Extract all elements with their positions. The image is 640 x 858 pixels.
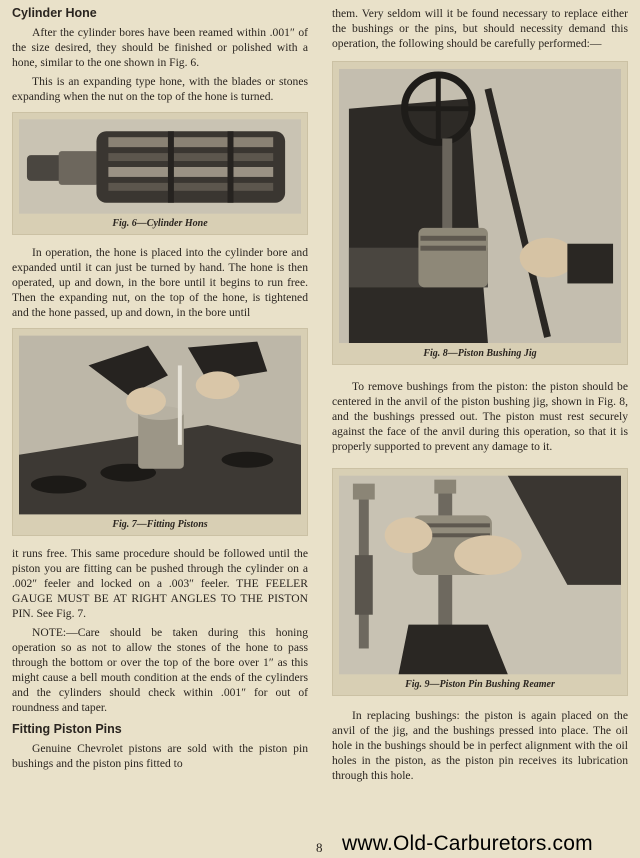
paragraph: After the cylinder bores have been reamed within .001″ of the size desired, they should be finished or polished with a hone, similar to the one shown in Fig. 6.: [12, 26, 308, 69]
cylinder-hone-photo: [19, 119, 301, 214]
figure-6: [12, 112, 308, 235]
paragraph: To remove bushings from the piston: the piston should be centered in the anvil of the piston bushing jig, shown in Fig. 8, and the bushings pressed out. The piston must rest securely against the face of the anvil during this operation, so that it is properly supported to prevent any damage to it.: [332, 380, 628, 453]
figure-caption: Fig. 9—Piston Pin Bushing Reamer: [405, 679, 555, 690]
figure-caption: Fig. 7—Fitting Pistons: [112, 519, 208, 530]
left-column: [12, 6, 308, 775]
figure-8: [332, 61, 628, 365]
figure-7: [12, 328, 308, 536]
figure-9: [332, 468, 628, 696]
paragraph: In replacing bushings: the piston is again placed on the anvil of the jig, and the bushings pressed into place. The oil hole in the bushings should be in perfect alignment with the oil holes in the piston, as the piston pin receives its lubrication through this hole.: [332, 709, 628, 782]
piston-bushing-jig-photo: [339, 68, 621, 344]
figure-caption: Fig. 8—Piston Bushing Jig: [423, 348, 537, 359]
figure-caption: Fig. 6—Cylinder Hone: [112, 218, 208, 229]
page-number: 8: [316, 840, 323, 855]
right-column: [332, 6, 628, 787]
paragraph: it runs free. This same procedure should be followed until the piston you are fitting can be pushed through the cylinder on a .002″ feeler and locked on a .003″ feeler. THE FEELER GAUGE MUST BE AT RIGHT ANGLES TO THE PISTON PIN. See Fig. 7.: [12, 547, 308, 620]
piston-pin-bushing-reamer-photo: [339, 475, 621, 675]
paragraph: Genuine Chevrolet pistons are sold with the piston pin bushings and the piston pins fitted to: [12, 742, 308, 770]
section-heading-fitting-piston-pins: Fitting Piston Pins: [12, 722, 122, 736]
paragraph: In operation, the hone is placed into the cylinder bore and expanded until it can just be turned by hand. The hone is then operated, up and down, in the bore until it begins to run free. Then the expanding nut, on the top of the hone, is tightened and the hone passed, up and down, in the bore until: [12, 246, 308, 319]
website-watermark: www.Old-Carburetors.com: [342, 832, 593, 855]
paragraph: them. Very seldom will it be found necessary to replace either the bushings or the pins, but should necessity demand this operation, the following should be carefully performed:—: [332, 7, 628, 50]
paragraph: NOTE:—Care should be taken during this honing operation so as not to allow the stones of the hone to pass through the bottom or over the top of the bore over 1″ as this might cause a bell mouth condition at the ends of the cylinders and the cylinders should check within .001″ for out of roundness and taper.: [12, 626, 308, 714]
paragraph: This is an expanding type hone, with the blades or stones expanding when the nut on the top of the hone is turned.: [12, 75, 308, 103]
section-heading-cylinder-hone: Cylinder Hone: [12, 6, 97, 20]
fitting-pistons-photo: [19, 335, 301, 515]
